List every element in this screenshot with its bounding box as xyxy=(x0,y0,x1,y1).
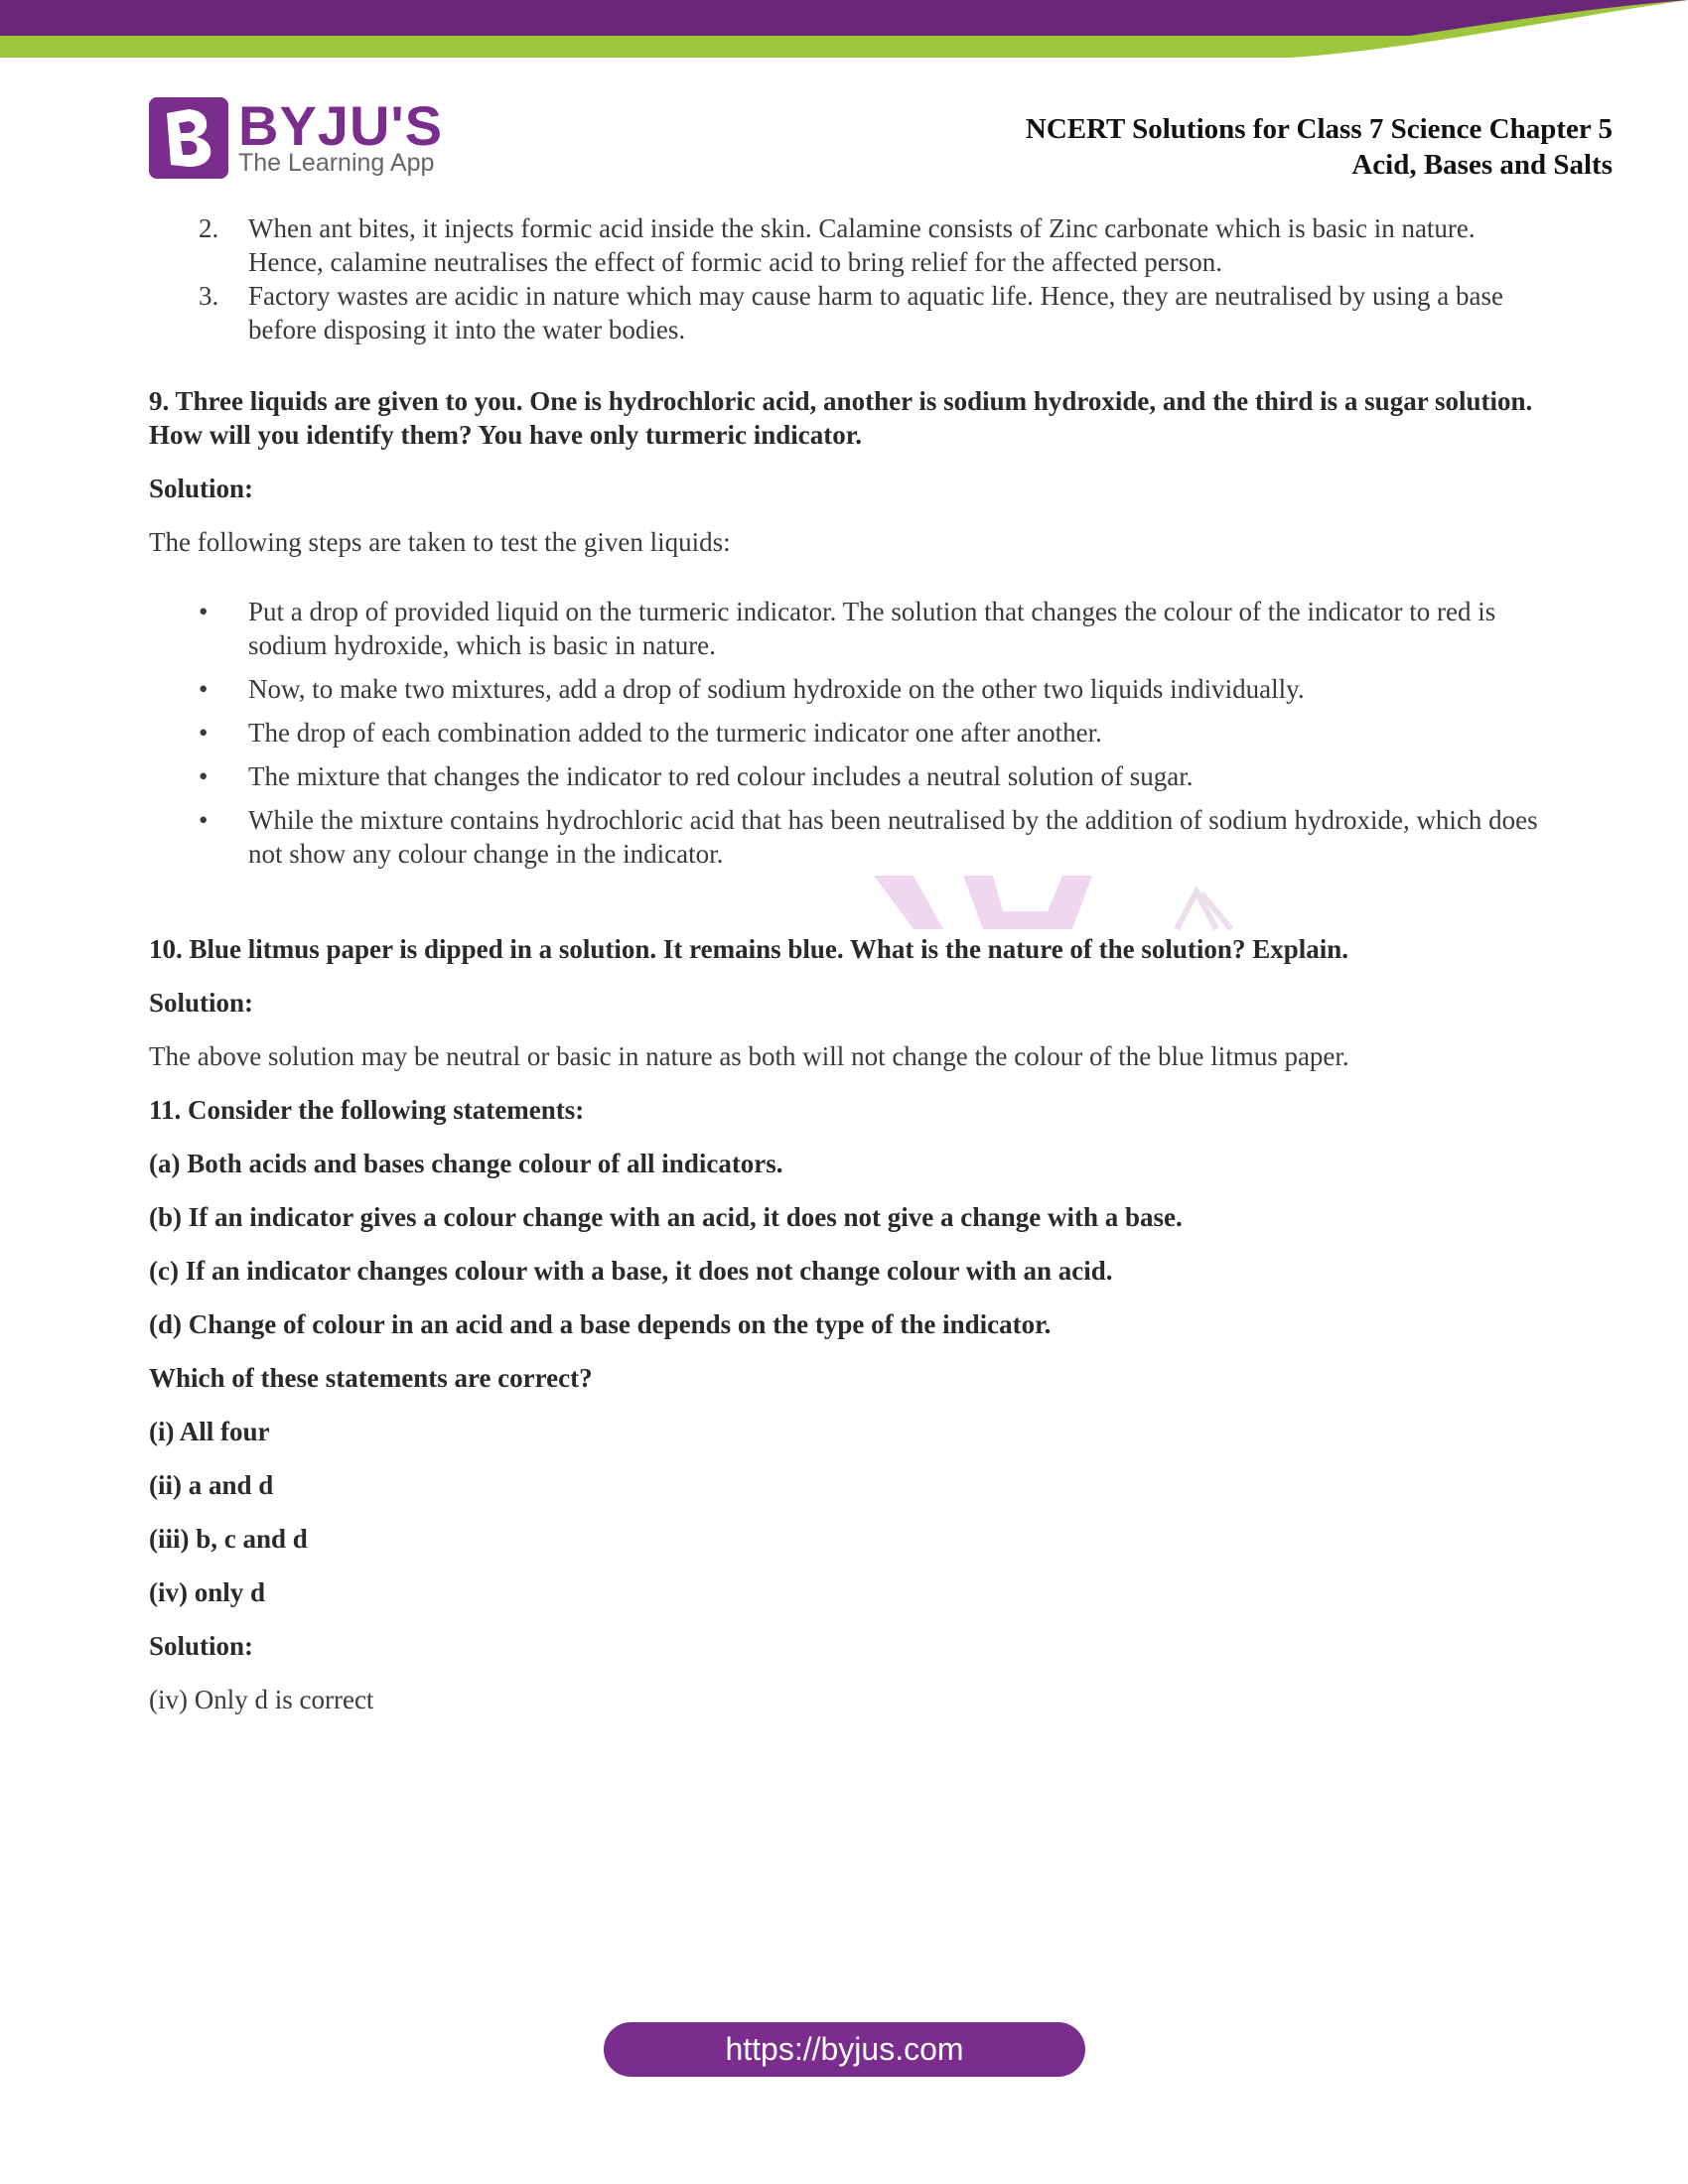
list-item-text: Put a drop of provided liquid on the turmeric indicator. The solution that changes the colour of the indicator to red is sodium hydroxide, which is basic in nature. xyxy=(248,597,1496,660)
list-item-text: The mixture that changes the indicator to red colour includes a neutral solution of sugar. xyxy=(248,761,1194,791)
list-item xyxy=(149,672,1539,706)
q11-answer: (iv) Only d is correct xyxy=(149,1685,374,1714)
list-item xyxy=(149,211,1539,279)
q10-answer: The above solution may be neutral or basic in nature as both will not change the colour of the blue litmus paper. xyxy=(149,1041,1349,1071)
list-item-number: 3. xyxy=(199,281,219,311)
option-ii: (ii) a and d xyxy=(149,1470,274,1500)
logo-tagline: The Learning App xyxy=(238,149,435,177)
q9-steps-list xyxy=(149,595,1539,871)
byjus-logo[interactable] xyxy=(149,94,444,181)
question-11: 11. Consider the following statements: xyxy=(149,1095,585,1125)
question-10: 10. Blue litmus paper is dipped in a solution. It remains blue. What is the nature of the solution? Explain. xyxy=(149,934,1348,964)
header-title-line-2: Acid, Bases and Salts xyxy=(1351,149,1613,181)
logo-wordmark: BYJU'S xyxy=(238,94,444,157)
list-item-text: Factory wastes are acidic in nature which may cause harm to aquatic life. Hence, they are neutralised by using a base before disposing it into the water bodies. xyxy=(248,281,1503,344)
page-header-title xyxy=(1026,111,1613,183)
solution-label: Solution: xyxy=(149,988,254,1018)
logo-b-icon xyxy=(149,97,228,179)
q9-intro: The following steps are taken to test the given liquids: xyxy=(149,527,731,557)
bullet-icon: • xyxy=(199,805,209,835)
list-item-text: While the mixture contains hydrochloric acid that has been neutralised by the addition of sodium hydroxide, which does not show any colour change in the indicator. xyxy=(248,805,1538,869)
statement-b: (b) If an indicator gives a colour change with an acid, it does not give a change with a base. xyxy=(149,1202,1183,1232)
option-i: (i) All four xyxy=(149,1417,270,1446)
document-body xyxy=(149,211,1539,1716)
solution-label: Solution: xyxy=(149,1631,254,1661)
statement-d: (d) Change of colour in an acid and a base depends on the type of the indicator. xyxy=(149,1309,1052,1339)
statement-c: (c) If an indicator changes colour with a base, it does not change colour with an acid. xyxy=(149,1256,1113,1286)
solution-label: Solution: xyxy=(149,474,254,503)
list-item-number: 2. xyxy=(199,213,219,243)
list-item xyxy=(149,716,1539,750)
bullet-icon: • xyxy=(199,597,209,626)
q11-prompt: Which of these statements are correct? xyxy=(149,1363,593,1393)
bullet-icon: • xyxy=(199,674,209,704)
bullet-icon: • xyxy=(199,718,209,748)
list-item xyxy=(149,803,1539,871)
list-item xyxy=(149,759,1539,793)
continued-answer-list xyxy=(149,211,1539,346)
list-item-text: When ant bites, it injects formic acid inside the skin. Calamine consists of Zinc carbonate which is basic in nature. Hence, calamine neutralises the effect of formic acid to bring relief for the affected person. xyxy=(248,213,1476,277)
question-9: 9. Three liquids are given to you. One is hydrochloric acid, another is sodium hydroxide, and the third is a sugar solution. How will you identify them? You have only turmeric indicator. xyxy=(149,386,1533,450)
list-item-text: Now, to make two mixtures, add a drop of sodium hydroxide on the other two liquids individually. xyxy=(248,674,1305,704)
option-iii: (iii) b, c and d xyxy=(149,1524,308,1554)
option-iv: (iv) only d xyxy=(149,1577,266,1607)
bullet-icon: • xyxy=(199,761,209,791)
list-item xyxy=(149,279,1539,346)
footer-website-link[interactable]: https://byjus.com xyxy=(604,2022,1085,2077)
list-item-text: The drop of each combination added to the turmeric indicator one after another. xyxy=(248,718,1102,748)
header-title-line-1: NCERT Solutions for Class 7 Science Chapter 5 xyxy=(1025,113,1613,145)
list-item xyxy=(149,595,1539,662)
top-decorative-band xyxy=(0,0,1688,62)
statement-a: (a) Both acids and bases change colour of all indicators. xyxy=(149,1149,783,1178)
